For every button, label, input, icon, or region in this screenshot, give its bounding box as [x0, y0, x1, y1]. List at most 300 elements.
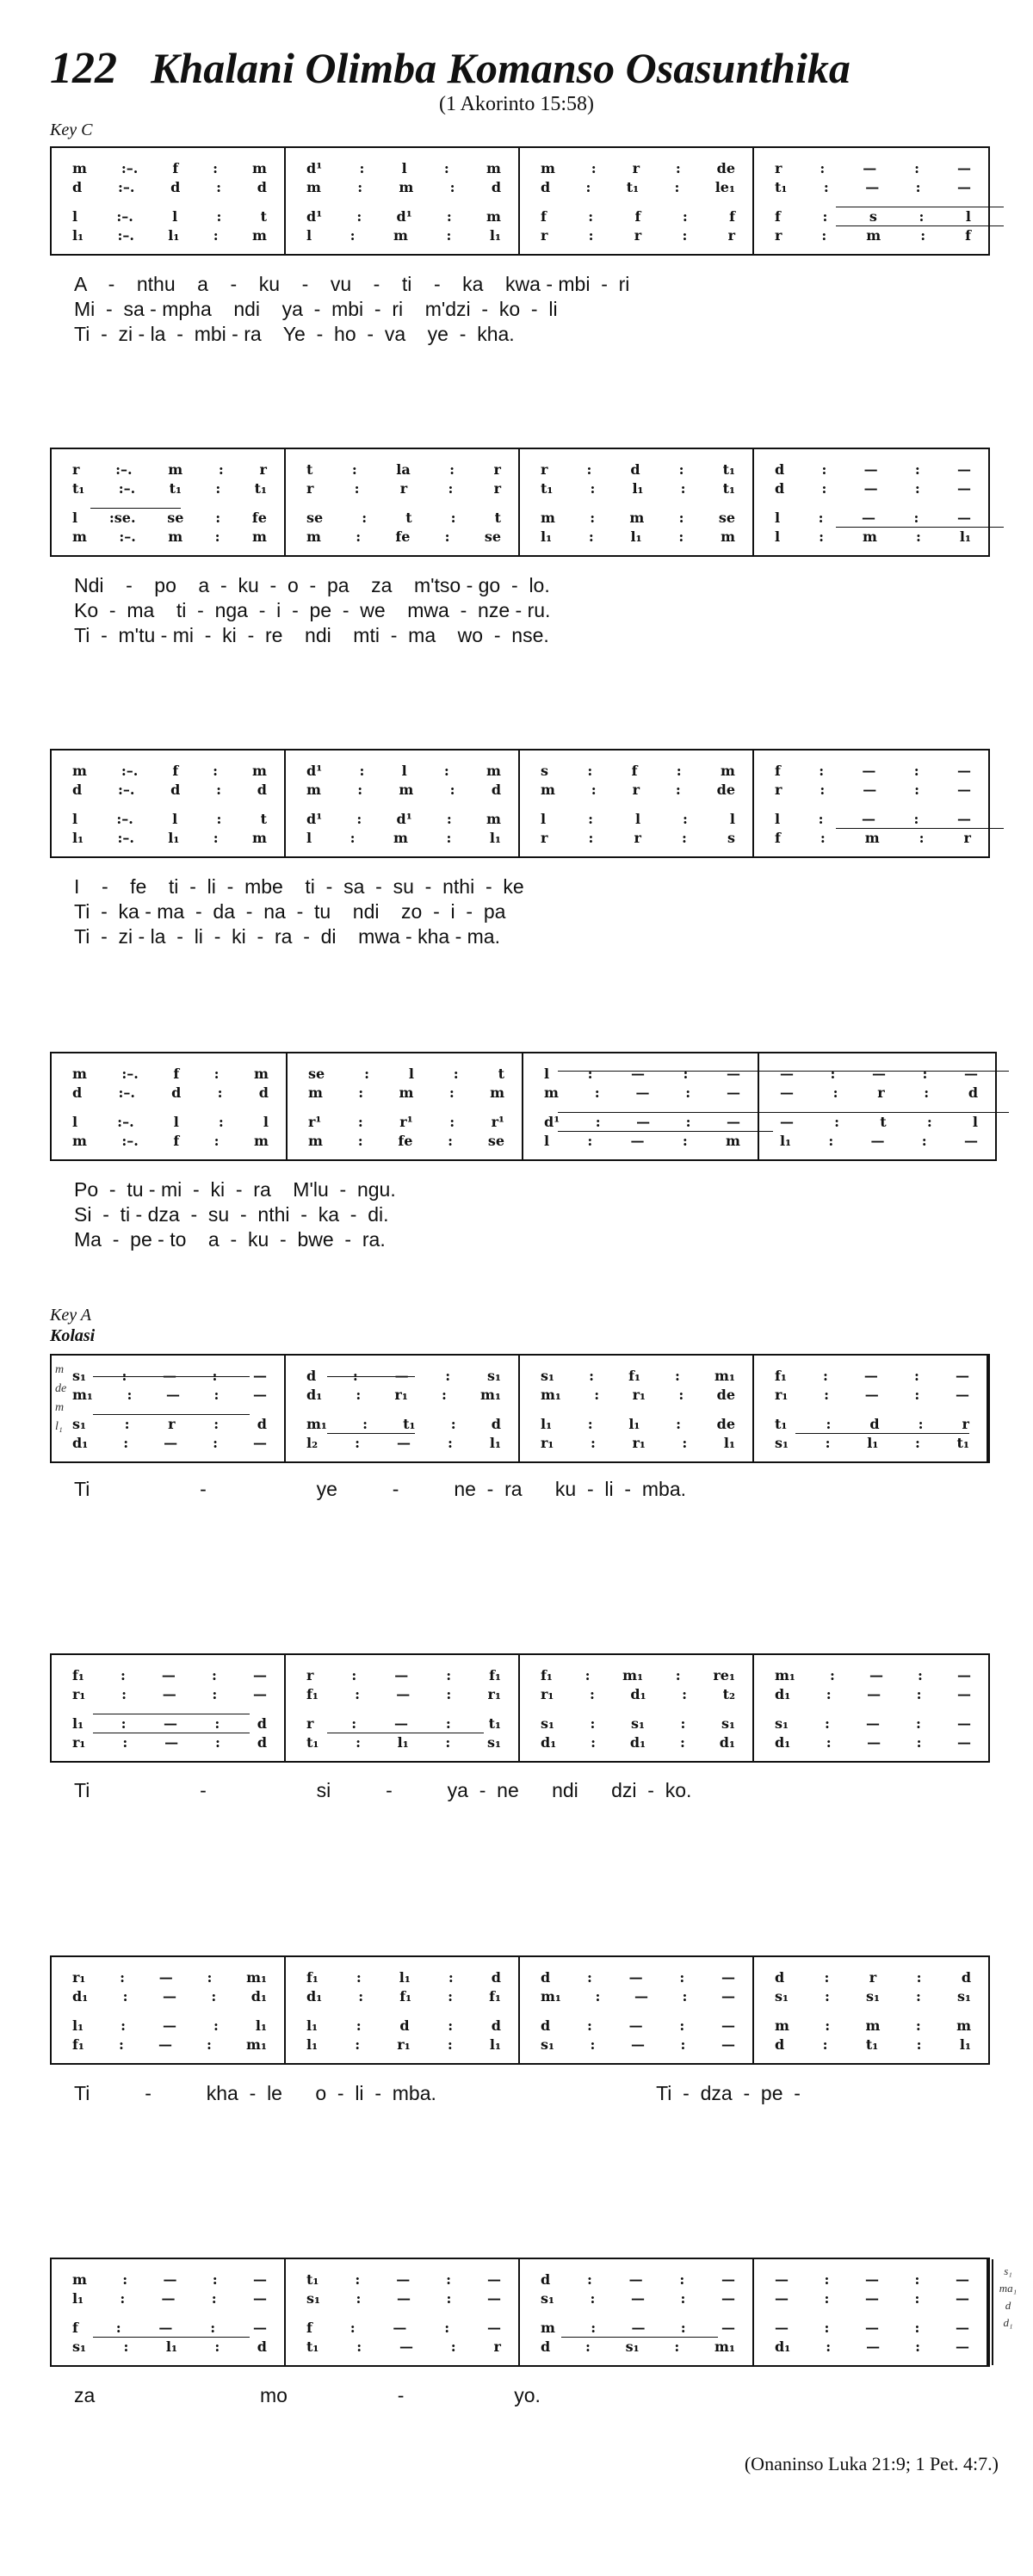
voice-row: [306, 1416, 501, 1433]
solfa-note: r: [493, 480, 501, 497]
solfa-note: d: [257, 1734, 267, 1751]
tie-line: [327, 1376, 415, 1377]
solfa-note: :: [211, 1667, 217, 1683]
solfa-note: :: [914, 1387, 920, 1403]
solfa-note: l₁: [72, 1715, 84, 1732]
solfa-note: :: [450, 510, 456, 526]
solfa-note: —: [956, 1387, 969, 1403]
solfa-note: —: [631, 1066, 646, 1082]
solfa-note: —: [630, 2290, 645, 2307]
measure: [520, 1957, 754, 2063]
solfa-note: —: [162, 1368, 176, 1384]
solfa-note: m: [544, 1084, 559, 1101]
solfa-note: d: [541, 2017, 551, 2034]
voice-row: [775, 227, 971, 244]
solfa-note: s₁: [625, 2338, 640, 2355]
music-system: [50, 749, 990, 858]
solfa-note: —: [955, 1368, 969, 1384]
solfa-note: :: [446, 811, 452, 827]
solfa-note: :: [214, 2338, 220, 2355]
solfa-note: :: [916, 2036, 922, 2053]
solfa-note: :: [448, 1435, 453, 1451]
lyric-line: Ti - zi - la - li - ki - ra - di mwa - kha - ma.: [74, 925, 500, 948]
tie-line: [90, 508, 181, 509]
solfa-note: :: [585, 1667, 591, 1683]
solfa-note: :: [591, 2320, 597, 2336]
solfa-note: m: [72, 763, 87, 779]
solfa-note: :se.: [108, 510, 136, 526]
solfa-note: f: [775, 763, 781, 779]
lyrics-block: [74, 1177, 849, 1252]
solfa-note: m: [252, 227, 267, 244]
voice-row: [72, 1667, 267, 1684]
measure: [520, 751, 754, 856]
solfa-note: —: [162, 1988, 176, 2005]
voice-row: [72, 1133, 269, 1150]
solfa-note: :: [916, 1734, 922, 1751]
solfa-note: —: [862, 811, 876, 827]
solfa-note: :: [590, 2036, 596, 2053]
solfa-note: :: [213, 1387, 220, 1403]
voice-row: [775, 480, 971, 497]
solfa-note: —: [394, 1715, 408, 1732]
solfa-note: :: [446, 208, 452, 225]
solfa-note: :: [916, 1969, 922, 1986]
solfa-note: :: [913, 510, 919, 526]
solfa-note: :: [590, 1435, 596, 1451]
solfa-note: se: [484, 528, 501, 545]
voice-row: [72, 2290, 267, 2307]
lyric-line: Ndi - po a - ku - o - pa za m'tso - go - lo.: [74, 574, 550, 596]
measure: [754, 2259, 988, 2365]
solfa-note: :: [352, 1368, 358, 1384]
solfa-note: s: [541, 763, 549, 779]
solfa-note: :: [355, 1435, 360, 1451]
solfa-note: —: [162, 1686, 176, 1702]
voice-marks: [55, 1361, 66, 1436]
solfa-note: l₁: [628, 1416, 640, 1432]
solfa-note: —: [252, 2290, 267, 2307]
solfa-note: :–.: [117, 227, 134, 244]
solfa-note: t₁: [169, 480, 182, 497]
tie-line: [759, 1071, 1009, 1072]
solfa-note: r: [632, 160, 640, 176]
solfa-note: d¹: [306, 811, 323, 827]
solfa-note: r: [541, 227, 548, 244]
lyric-line: Ko - ma ti - nga - i - pe - we mwa - nze - ru.: [74, 599, 551, 621]
solfa-note: —: [486, 2320, 501, 2336]
measure: [754, 1655, 988, 1761]
solfa-note: r¹: [308, 1114, 322, 1130]
solfa-note: d: [72, 1084, 83, 1101]
solfa-note: m: [864, 830, 880, 846]
solfa-note: f: [172, 160, 179, 176]
solfa-note: s₁: [541, 1368, 555, 1384]
solfa-note: :: [215, 480, 221, 497]
solfa-note: l: [965, 208, 971, 225]
solfa-note: m: [393, 227, 408, 244]
solfa-note: :: [916, 1686, 922, 1702]
solfa-note: :: [122, 2271, 128, 2288]
solfa-note: l₁: [489, 227, 501, 244]
solfa-note: m₁: [541, 1988, 561, 2005]
voice-row: [308, 1133, 504, 1150]
lyrics-block: [74, 2081, 849, 2106]
solfa-note: :: [678, 510, 684, 526]
voice-row: [306, 2338, 501, 2356]
voice-row: [544, 1114, 740, 1131]
solfa-note: t₁: [541, 480, 554, 497]
solfa-note: r: [634, 830, 641, 846]
measure: [286, 449, 520, 555]
solfa-note: m: [308, 1084, 323, 1101]
solfa-note: m: [486, 208, 501, 225]
solfa-note: :: [675, 160, 681, 176]
lyric-line: Ti - zi - la - mbi - ra Ye - ho - va ye - kha.: [74, 323, 515, 345]
measure: [286, 148, 520, 254]
solfa-note: m: [866, 227, 881, 244]
music-system: [50, 2258, 1018, 2367]
solfa-note: —: [721, 2271, 735, 2288]
solfa-note: m: [168, 461, 183, 478]
lyric-line: za mo - yo.: [74, 2384, 541, 2406]
voice-row: [72, 461, 267, 479]
voice-row: [541, 227, 735, 244]
voice-row: [306, 528, 501, 546]
solfa-note: f: [775, 208, 781, 225]
solfa-note: r: [259, 461, 267, 478]
solfa-note: m: [775, 2017, 789, 2034]
solfa-note: r: [963, 830, 971, 846]
solfa-note: d₁: [306, 1988, 323, 2005]
music-system: [50, 1955, 990, 2065]
voice-row: [306, 2271, 501, 2289]
solfa-note: —: [630, 1133, 645, 1149]
solfa-note: —: [956, 179, 971, 195]
solfa-note: :: [679, 1734, 685, 1751]
solfa-note: —: [721, 2320, 735, 2336]
voice-row: [775, 2036, 971, 2054]
solfa-note: d: [170, 781, 181, 798]
solfa-note: —: [721, 1988, 735, 2005]
solfa-note: l₁: [72, 2017, 84, 2034]
lyric-line: Ti - m'tu - mi - ki - re ndi mti - ma wo - nse.: [74, 624, 549, 646]
solfa-note: m₁: [714, 1368, 735, 1384]
solfa-note: t: [405, 510, 412, 526]
solfa-note: :: [594, 1387, 600, 1403]
voice-row: [775, 781, 971, 799]
solfa-note: l: [729, 811, 735, 827]
voice-row: [306, 2017, 501, 2035]
solfa-note: —: [158, 2320, 173, 2336]
solfa-note: m: [486, 763, 501, 779]
solfa-note: :: [826, 1686, 832, 1702]
solfa-note: —: [865, 2320, 879, 2336]
voice-row: [72, 1988, 267, 2005]
solfa-note: r: [727, 227, 735, 244]
solfa-note: t: [306, 461, 313, 478]
solfa-note: m: [541, 781, 555, 798]
lyrics-block: [74, 272, 849, 347]
solfa-note: t₁: [488, 1715, 501, 1732]
measure: [754, 148, 988, 254]
measure: [52, 449, 286, 555]
solfa-note: :: [590, 510, 596, 526]
voice-row: [72, 2017, 267, 2035]
solfa-note: s₁: [775, 1435, 789, 1451]
voice-row: [306, 1715, 501, 1733]
solfa-note: t: [494, 510, 501, 526]
solfa-note: f₁: [72, 1667, 84, 1683]
solfa-note: m: [721, 763, 735, 779]
tie-line: [759, 1112, 1009, 1113]
solfa-note: —: [870, 1133, 885, 1149]
solfa-note: l₁: [255, 2017, 267, 2034]
solfa-note: l₁: [168, 227, 180, 244]
solfa-note: d: [968, 1084, 978, 1101]
voice-row: [72, 1387, 267, 1404]
solfa-note: :–.: [119, 528, 136, 545]
music-system: [50, 146, 990, 256]
solfa-note: :: [447, 2036, 453, 2053]
solfa-note: l: [306, 830, 312, 846]
voice-row: [780, 1114, 978, 1131]
solfa-note: :: [587, 763, 593, 779]
solfa-note: :: [356, 2338, 362, 2355]
solfa-note: s₁: [306, 2290, 321, 2307]
solfa-note: m₁: [714, 2338, 735, 2355]
solfa-note: :: [215, 1734, 220, 1751]
solfa-note: :: [680, 480, 686, 497]
solfa-note: m: [399, 179, 414, 195]
solfa-note: —: [161, 2290, 176, 2307]
solfa-note: :: [919, 208, 925, 225]
solfa-note: :: [356, 2017, 362, 2034]
voice-row: [775, 2338, 969, 2356]
cross-reference: (Onaninso Luka 21:9; 1 Pet. 4:7.): [744, 2453, 999, 2474]
solfa-note: —: [161, 1667, 176, 1683]
solfa-note: :: [913, 811, 919, 827]
solfa-note: d: [491, 2017, 501, 2034]
voice-row: [72, 1416, 267, 1433]
solfa-note: :: [450, 2338, 456, 2355]
voice-row: [775, 2271, 969, 2289]
solfa-note: :: [591, 160, 597, 176]
solfa-note: l₁: [397, 1734, 409, 1751]
solfa-note: :: [213, 160, 219, 176]
voice-row: [780, 1084, 978, 1102]
solfa-note: m: [541, 160, 555, 176]
solfa-note: t₁: [775, 1416, 788, 1432]
solfa-note: :: [825, 1715, 830, 1732]
solfa-note: l: [172, 811, 178, 827]
solfa-note: —: [630, 2036, 645, 2053]
solfa-note: m: [72, 528, 87, 545]
solfa-note: :: [678, 461, 684, 478]
solfa-note: s₁: [775, 1988, 789, 2005]
solfa-note: :: [683, 1066, 689, 1082]
solfa-note: :: [356, 1734, 361, 1751]
solfa-note: —: [158, 2036, 172, 2053]
solfa-note: :: [586, 2017, 592, 2034]
solfa-note: :: [589, 1686, 595, 1702]
voice-row: [775, 1686, 971, 1703]
voice-row: [306, 1686, 501, 1703]
solfa-note: :: [362, 1416, 368, 1432]
chorus-label: Kolasi: [50, 1326, 96, 1345]
solfa-note: :: [914, 1435, 920, 1451]
solfa-note: d: [257, 1416, 267, 1432]
solfa-note: :–.: [121, 160, 139, 176]
solfa-note: :: [356, 208, 362, 225]
solfa-note: f: [306, 2320, 312, 2336]
solfa-note: d₁: [541, 1734, 557, 1751]
lyrics-block: [74, 1477, 849, 1502]
solfa-note: :: [210, 2320, 216, 2336]
voice-row: [541, 781, 735, 799]
solfa-note: —: [863, 781, 877, 798]
solfa-note: :: [211, 1988, 217, 2005]
solfa-note: :: [218, 1114, 224, 1130]
solfa-note: :: [212, 1686, 218, 1702]
solfa-note: r₁: [541, 1686, 554, 1702]
voice-row: [775, 528, 971, 546]
solfa-note: :: [818, 510, 824, 526]
solfa-note: :–.: [118, 1084, 135, 1101]
solfa-note: r: [306, 1715, 314, 1732]
solfa-note: m: [252, 830, 267, 846]
solfa-note: m: [252, 528, 267, 545]
voice-row: [72, 1435, 267, 1452]
solfa-note: :: [358, 1084, 364, 1101]
hymn-number: 122: [50, 44, 117, 93]
measure: [286, 2259, 520, 2365]
solfa-note: :: [351, 1667, 357, 1683]
voice-row: [780, 1066, 978, 1083]
solfa-note: d: [171, 1084, 182, 1101]
solfa-note: fe: [251, 510, 267, 526]
solfa-note: t₁: [254, 480, 267, 497]
solfa-note: :: [121, 1368, 127, 1384]
voice-row: [308, 1114, 504, 1131]
measure: [754, 751, 988, 856]
solfa-note: :: [586, 2271, 592, 2288]
solfa-note: m₁: [775, 1667, 795, 1683]
tie-line: [93, 1376, 250, 1377]
solfa-note: :: [824, 1387, 830, 1403]
solfa-note: :: [594, 1084, 600, 1101]
solfa-note: de: [716, 781, 735, 798]
solfa-note: r₁: [72, 1969, 86, 1986]
solfa-note: :: [914, 2320, 920, 2336]
solfa-note: t₁: [626, 179, 640, 195]
solfa-note: :: [216, 781, 222, 798]
voice-row: [544, 1066, 740, 1083]
solfa-note: d: [399, 2017, 410, 2034]
solfa-note: —: [396, 2271, 411, 2288]
solfa-note: d: [775, 2036, 785, 2053]
lyric-line: Ma - pe - to a - ku - bwe - ra.: [74, 1228, 386, 1251]
measure: [754, 449, 988, 555]
solfa-note: l: [544, 1133, 550, 1149]
voice-row: [775, 2290, 969, 2307]
voice-row: [541, 1988, 735, 2005]
solfa-note: —: [956, 1686, 971, 1702]
tie-line: [795, 1433, 969, 1434]
solfa-note: m: [629, 510, 645, 526]
solfa-note: :: [121, 1686, 127, 1702]
solfa-note: fe: [395, 528, 411, 545]
voice-row: [72, 763, 267, 780]
modulation-mark: d: [1005, 2299, 1011, 2312]
solfa-note: d: [869, 1416, 880, 1432]
solfa-note: :: [824, 1969, 830, 1986]
solfa-note: l: [775, 528, 781, 545]
music-system: [50, 1653, 990, 1763]
voice-row: [775, 811, 971, 828]
solfa-note: :: [449, 179, 455, 195]
solfa-note: d¹: [306, 763, 323, 779]
solfa-note: :: [683, 811, 688, 827]
voice-row: [72, 1686, 267, 1703]
voice-row: [541, 811, 735, 828]
voice-row: [541, 480, 735, 497]
tie-line: [93, 1414, 250, 1415]
voice-row: [541, 1667, 735, 1684]
solfa-note: :: [216, 208, 222, 225]
solfa-note: :: [453, 1066, 459, 1082]
voice-row: [775, 160, 971, 177]
solfa-note: :: [358, 1988, 364, 2005]
solfa-note: :: [915, 2338, 920, 2355]
solfa-note: :: [218, 461, 224, 478]
solfa-note: :: [588, 227, 594, 244]
solfa-note: m: [956, 2017, 971, 2034]
measure: [288, 1053, 523, 1159]
solfa-note: :: [679, 2271, 685, 2288]
solfa-note: l₁: [959, 528, 971, 545]
voice-row: [306, 160, 501, 177]
solfa-note: :: [822, 2036, 828, 2053]
solfa-note: l₁: [399, 1969, 411, 1986]
solfa-note: s₁: [72, 2338, 87, 2355]
voice-row: [72, 208, 267, 225]
solfa-note: —: [775, 2290, 789, 2307]
voice-row: [775, 1435, 969, 1452]
solfa-note: :–.: [118, 480, 136, 497]
solfa-note: :–.: [116, 811, 133, 827]
solfa-note: —: [956, 763, 971, 779]
solfa-note: d₁: [630, 1686, 646, 1702]
voice-row: [306, 208, 501, 225]
solfa-note: :: [685, 1114, 691, 1130]
voice-row: [306, 2320, 501, 2337]
solfa-note: —: [867, 1686, 881, 1702]
solfa-note: d: [775, 1969, 785, 1986]
solfa-note: :: [356, 2290, 362, 2307]
solfa-note: m: [486, 811, 501, 827]
voice-row: [541, 1435, 735, 1452]
solfa-note: :: [441, 1387, 447, 1403]
solfa-note: r: [632, 781, 640, 798]
solfa-note: :: [825, 1988, 830, 2005]
voice-row: [306, 1435, 501, 1452]
solfa-note: :: [915, 528, 921, 545]
solfa-note: r₁: [394, 1387, 408, 1403]
solfa-note: —: [628, 1969, 643, 1986]
voice-row: [541, 2290, 735, 2307]
solfa-note: :: [914, 160, 920, 176]
